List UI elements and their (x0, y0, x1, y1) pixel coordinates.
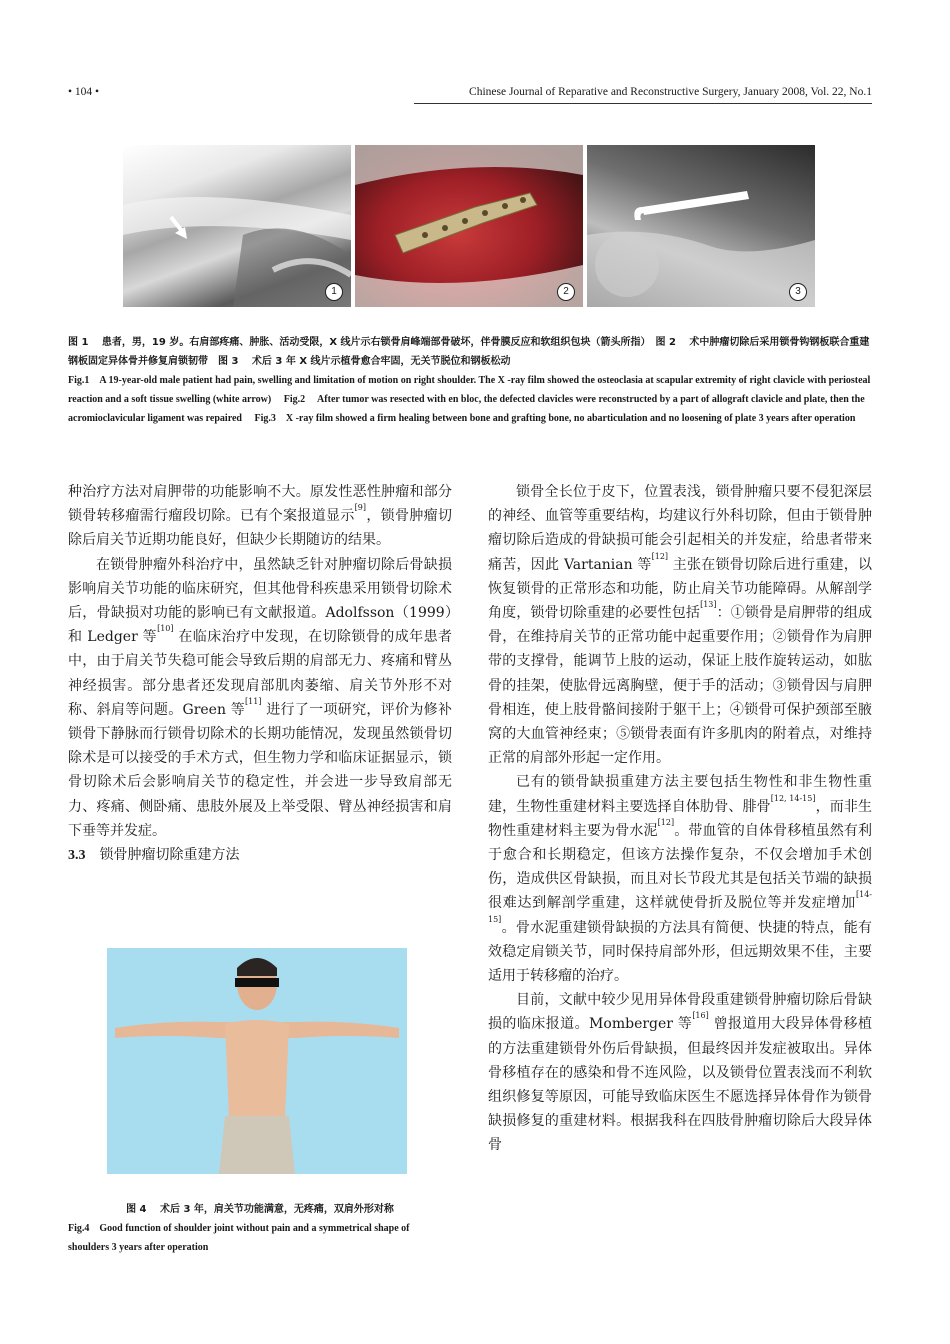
citation-ref: [14-15] (488, 890, 872, 924)
fig4-caption-chinese: 图 4 术后 3 年，肩关节功能满意，无疼痛，双肩外形对称 (126, 1204, 394, 1215)
text-run: 主张在锁骨切除后进行重建，以恢复锁骨的正常形态和功能，防止肩关节功能障碍。从解剖学角度，锁骨切除重建的必要性包括 (488, 556, 872, 622)
eye-mask (235, 978, 279, 987)
text-run: ：①锁骨是肩胛带的组成骨，在维持肩关节的正常功能中起重要作用；②锁骨作为肩胛带的支撑骨，能调节上肢的运动，保证上肢作旋转运动，如肱骨的挂架，使肱骨远离胸壁，便于手的活动；③锁骨因与肩胛骨相连，使上肢骨骼间接附于躯干上；④锁骨可保护颈部至腋窝的大血管神经束；⑤锁骨表面有许多肌肉的附着点，对维持正常的肩部外形起一定作用。 (488, 605, 873, 767)
caption-english: Fig.1 A 19-year-old male patient had pain, swelling and limitation of motion on right shoulder. The X -ray film showed the osteoclasia at scapular extremity of right clavicle with periosteal reaction and a soft tissue swelling (white arrow) Fig.2 After tumor was resected with en bloc, the defected clavicles were reconstructed by a part of allograft clavicle and plate, then the acromioclavicular ligament was repaired Fig.3 X -ray film showed a firm healing between bone and grafting bone, no abarticulation and no loosening of plate 3 years after operation (68, 375, 871, 424)
text-run: 种治疗方法对肩胛带的功能影响不大。原发性恶性肿瘤和部分锁骨转移瘤需行瘤段切除。已有个案报道显示 (68, 484, 452, 525)
citation-ref: [16] (692, 1011, 709, 1021)
right-column (488, 480, 872, 1260)
text-run: 已有的锁骨缺损重建方法主要包括生物性和非生物性重建，生物性重建材料主要选择自体肋骨、腓骨 (488, 774, 872, 815)
citation-ref: [12] (651, 551, 669, 561)
journal-running-title: Chinese Journal of Reparative and Reconstructive Surgery, January 2008, Vol. 22, No.1 (469, 86, 872, 98)
citation-ref: [12, 14-15] (770, 793, 816, 803)
patient-silhouette (107, 948, 407, 1174)
text-run: 曾报道用大段异体骨移植的方法重建锁骨外伤后骨缺损，但最终因并发症被取出。异体骨移植存在的感染和骨不连风险，以及锁骨位置表浅而不利软组织修复等原因，可能导致临床医生不愿选择异体骨作为锁骨缺损修复的重建材料。根据我科在四肢骨肿瘤切除后大段异体骨 (488, 1016, 872, 1154)
text-run: 目前，文献中较少见用异体骨段重建锁骨肿瘤切除后骨缺损的临床报道。Momberger 等 (488, 992, 872, 1033)
right-paragraph-3 (488, 988, 872, 1157)
text-run: ，锁骨肿瘤切除后肩关节近期功能良好，但缺少长期随访的结果。 (68, 508, 453, 549)
xray-plate-shapes (587, 145, 815, 307)
figure-3-number: 3 (789, 283, 807, 301)
header-rule (414, 103, 872, 104)
left-column (68, 480, 452, 868)
text-run: 。骨水泥重建锁骨缺损的方法具有简便、快捷的特点，能有效稳定肩锁关节，同时保持肩部外形，但远期效果不佳，主要适用于转移瘤的治疗。 (488, 919, 872, 985)
text-run: 在临床治疗中发现，在切除锁骨的成年患者中，由于肩关节失稳可能会导致后期的肩部无力、疼痛和臂丛神经损害。部分患者还发现肩部肌肉萎缩、肩关节外形不对称、斜肩等问题。Green 等 (68, 629, 452, 718)
citation-ref: [9] (354, 503, 367, 513)
fig4-caption-english: Fig.4 Good function of shoulder joint without pain and a symmetrical shape of shoulders 3 years after operation (68, 1223, 410, 1253)
right-paragraph-2 (488, 770, 872, 988)
figure-4-caption (68, 1200, 452, 1257)
page-number: • 104 • (68, 86, 100, 98)
text-run: 在锁骨肿瘤外科治疗中，虽然缺乏针对肿瘤切除后骨缺损影响肩关节功能的临床研究，但其他骨科疾患采用锁骨切除术后，骨缺损对功能的影响已有文献报道。Adolfsson（1999）和 Ledger 等 (68, 556, 452, 646)
citation-ref: [12] (657, 817, 675, 827)
figure-2-surgery-photo (355, 145, 583, 307)
citation-ref: [11] (245, 696, 262, 706)
figure-1-xray (123, 145, 351, 307)
section-number: 3.3 (68, 848, 86, 864)
figure-2-number: 2 (557, 283, 575, 301)
section-title: 锁骨肿瘤切除重建方法 (99, 847, 240, 864)
figure-4-patient-photo (107, 948, 407, 1174)
text-run: 锁骨全长位于皮下，位置表浅，锁骨肿瘤只要不侵犯深层的神经、血管等重要结构，均建议行外科切除，但由于锁骨肿瘤切除后造成的骨缺损可能会引起相关的并发症，给患者带来痛苦，因此 Vartanian 等 (488, 484, 872, 573)
figure-1-3-caption (68, 333, 878, 428)
caption-chinese: 图 1 患者，男，19 岁。右肩部疼痛、肿胀、活动受限，X 线片示右锁骨肩峰端部骨破坏，伴骨膜反应和软组织包块（箭头所指） 图 2 术中肿瘤切除后采用锁骨钩钢板联合重建钢板固定异体骨并修复肩锁韧带 图 3 术后 3 年 X 线片示植骨愈合牢固，无关节脱位和钢板松动 (68, 337, 870, 367)
right-paragraph-1 (488, 480, 872, 770)
page-header (68, 86, 872, 104)
citation-ref: [10] (157, 624, 174, 634)
left-paragraph-2 (68, 553, 452, 843)
left-paragraph-1 (68, 480, 452, 553)
figure-1-number: 1 (325, 283, 343, 301)
xray-shapes (123, 145, 351, 307)
text-run: 。带血管的自体骨移植虽然有利于愈合和长期稳定，但该方法操作复杂，不仅会增加手术创伤，造成供区骨缺损，而且对长节段尤其是包括关节端的缺损很难达到解剖学重建，这样就使骨折及脱位等并发症增加 (488, 822, 873, 912)
figure-3-xray (587, 145, 815, 307)
text-run: 进行了一项研究，评价为修补锁骨下静脉而行锁骨切除术的长期功能情况，发现虽然锁骨切除术是可以接受的手术方式，但生物力学和临床证据显示，锁骨切除术后会影响肩关节的稳定性，并会进一步导致肩部无力、疼痛、侧卧痛、患肢外展及上举受限、臂丛神经损害和肩下垂等并发症。 (68, 701, 452, 839)
citation-ref: [13] (700, 600, 717, 610)
surgery-shapes (355, 145, 583, 307)
text-run: ，而非生物性重建材料主要为骨水泥 (488, 798, 873, 839)
section-heading (68, 843, 452, 868)
